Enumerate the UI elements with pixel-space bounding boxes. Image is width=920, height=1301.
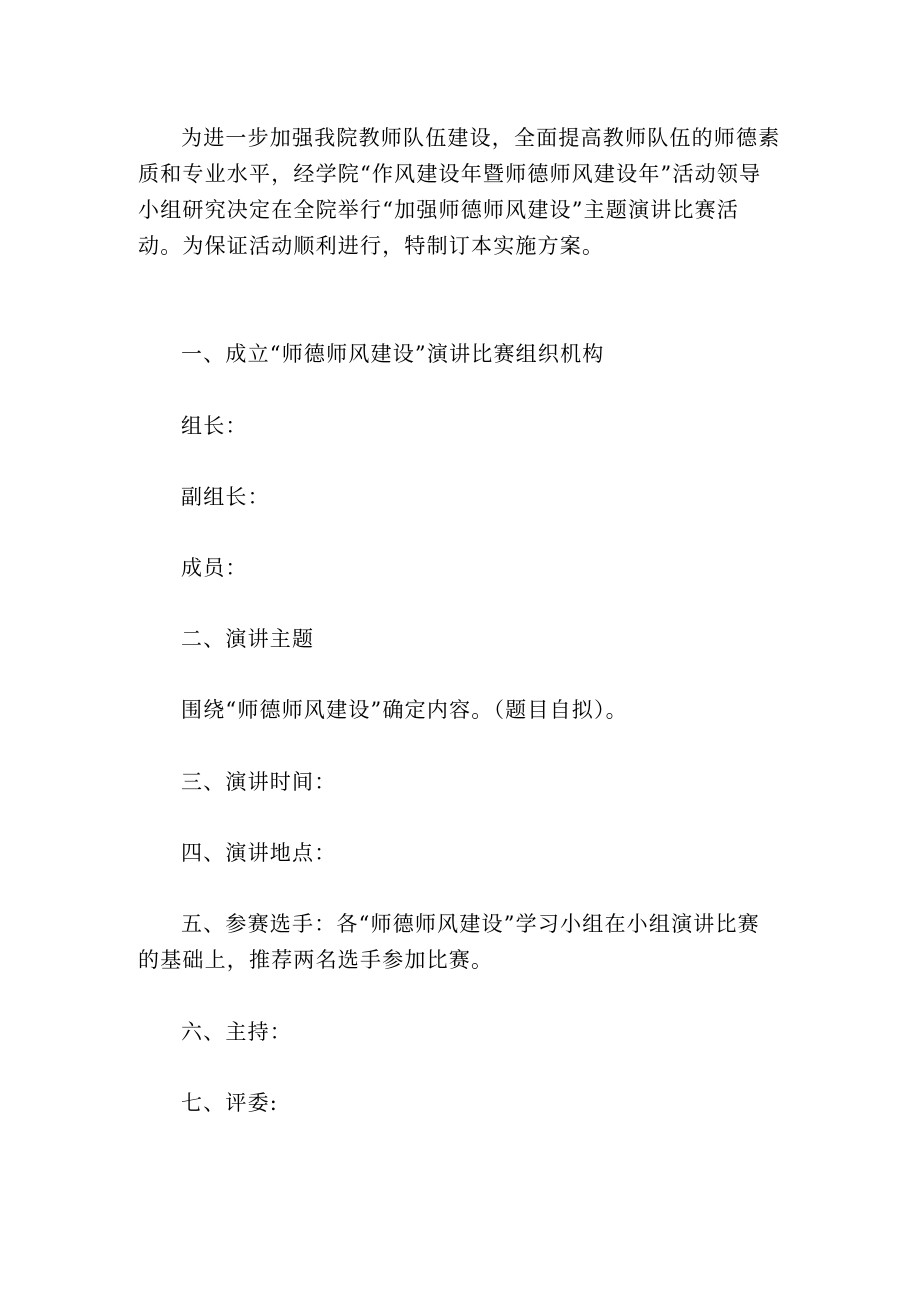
org-leader: 组长： xyxy=(181,414,248,438)
section-5-line-1: 五、参赛选手：各“师德师风建设”学习小组在小组演讲比赛 xyxy=(181,912,760,936)
section-1-heading: 一、成立“师德师风建设”演讲比赛组织机构 xyxy=(181,342,605,366)
intro-line-2: 质和专业水平，经学院“作风建设年暨师德师风建设年”活动领导 xyxy=(138,162,762,186)
section-2-heading: 二、演讲主题 xyxy=(181,627,315,651)
intro-line-1: 为进一步加强我院教师队伍建设，全面提高教师队伍的师德素 xyxy=(181,126,781,150)
section-5-line-2: 的基础上，推荐两名选手参加比赛。 xyxy=(138,948,494,972)
intro-line-4: 动。为保证活动顺利进行，特制订本实施方案。 xyxy=(138,234,605,258)
section-6-heading: 六、主持： xyxy=(181,1020,292,1044)
intro-line-3: 小组研究决定在全院举行“加强师德师风建设”主题演讲比赛活 xyxy=(138,198,740,222)
section-3-heading: 三、演讲时间： xyxy=(181,770,337,794)
section-7-heading: 七、评委: xyxy=(181,1091,279,1115)
org-deputy: 副组长： xyxy=(181,485,270,509)
section-2-content: 围绕“师德师风建设”确定内容。（题目自拟）。 xyxy=(181,698,628,722)
section-5-paragraph xyxy=(138,906,784,978)
org-members: 成员： xyxy=(181,556,248,580)
section-4-heading: 四、演讲地点： xyxy=(181,841,337,865)
intro-paragraph xyxy=(138,120,784,264)
